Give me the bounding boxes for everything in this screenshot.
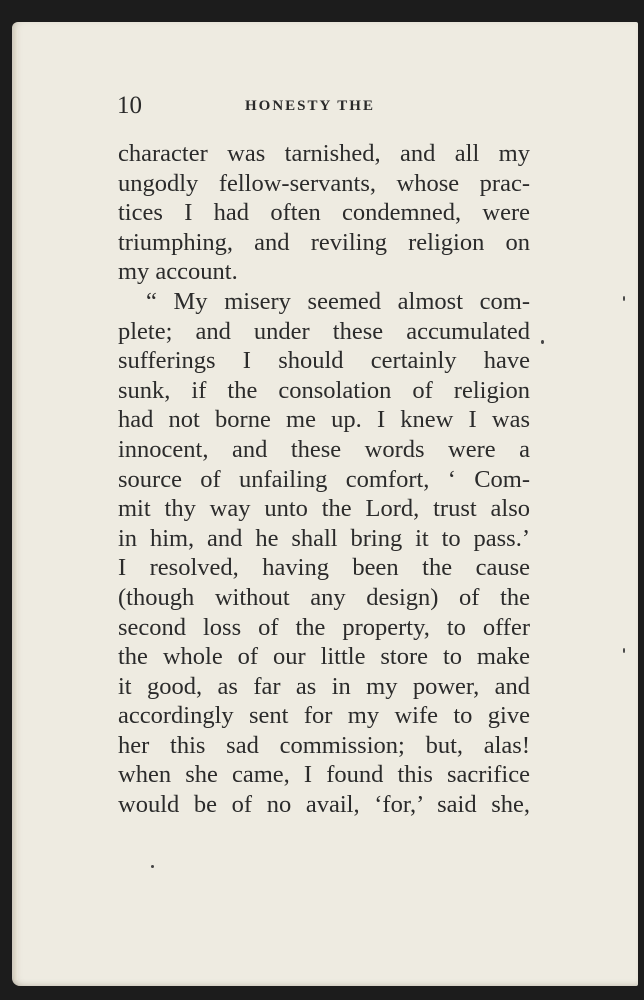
page-number: 10 — [117, 92, 142, 119]
text-line: innocent, and these words were a — [118, 435, 530, 463]
text-line: her this sad commission; but, alas! — [118, 731, 530, 759]
text-line: tices I had often condemned, were — [118, 199, 530, 227]
ink-speck — [541, 340, 544, 344]
text-line: (though without any design) of the — [118, 583, 530, 611]
ink-speck — [151, 865, 154, 868]
page-header — [117, 92, 537, 126]
text-line: source of unfailing comfort, ‘ Com- — [118, 465, 530, 493]
text-line: ungodly fellow-servants, whose prac- — [118, 169, 530, 197]
page-binding-edge — [14, 30, 18, 980]
text-line: the whole of our little store to make — [118, 643, 530, 671]
text-line: “ My misery seemed almost com- — [146, 287, 530, 315]
text-line: triumphing, and reviling religion on — [118, 228, 530, 256]
text-line: second loss of the property, to offer — [118, 613, 530, 641]
body-text — [118, 139, 530, 820]
text-line: sunk, if the consolation of religion — [118, 376, 530, 404]
text-line: in him, and he shall bring it to pass.’ — [118, 524, 530, 552]
text-line: my account. — [118, 258, 238, 286]
running-head: HONESTY THE — [245, 98, 375, 114]
text-line: mit thy way unto the Lord, trust also — [118, 495, 530, 523]
text-line: sufferings I should certainly have — [118, 347, 530, 375]
text-line: when she came, I found this sacrifice — [118, 761, 530, 789]
text-line: would be of no avail, ‘for,’ said she, — [118, 791, 530, 819]
text-line: accordingly sent for my wife to give — [118, 702, 530, 730]
text-line: I resolved, having been the cause — [118, 554, 530, 582]
text-line: had not borne me up. I knew I was — [118, 406, 530, 434]
text-line: it good, as far as in my power, and — [118, 672, 530, 700]
ink-speck — [623, 648, 625, 653]
text-line: plete; and under these accumulated — [118, 317, 530, 345]
ink-speck — [623, 296, 625, 301]
text-line: character was tarnished, and all my — [118, 140, 530, 167]
